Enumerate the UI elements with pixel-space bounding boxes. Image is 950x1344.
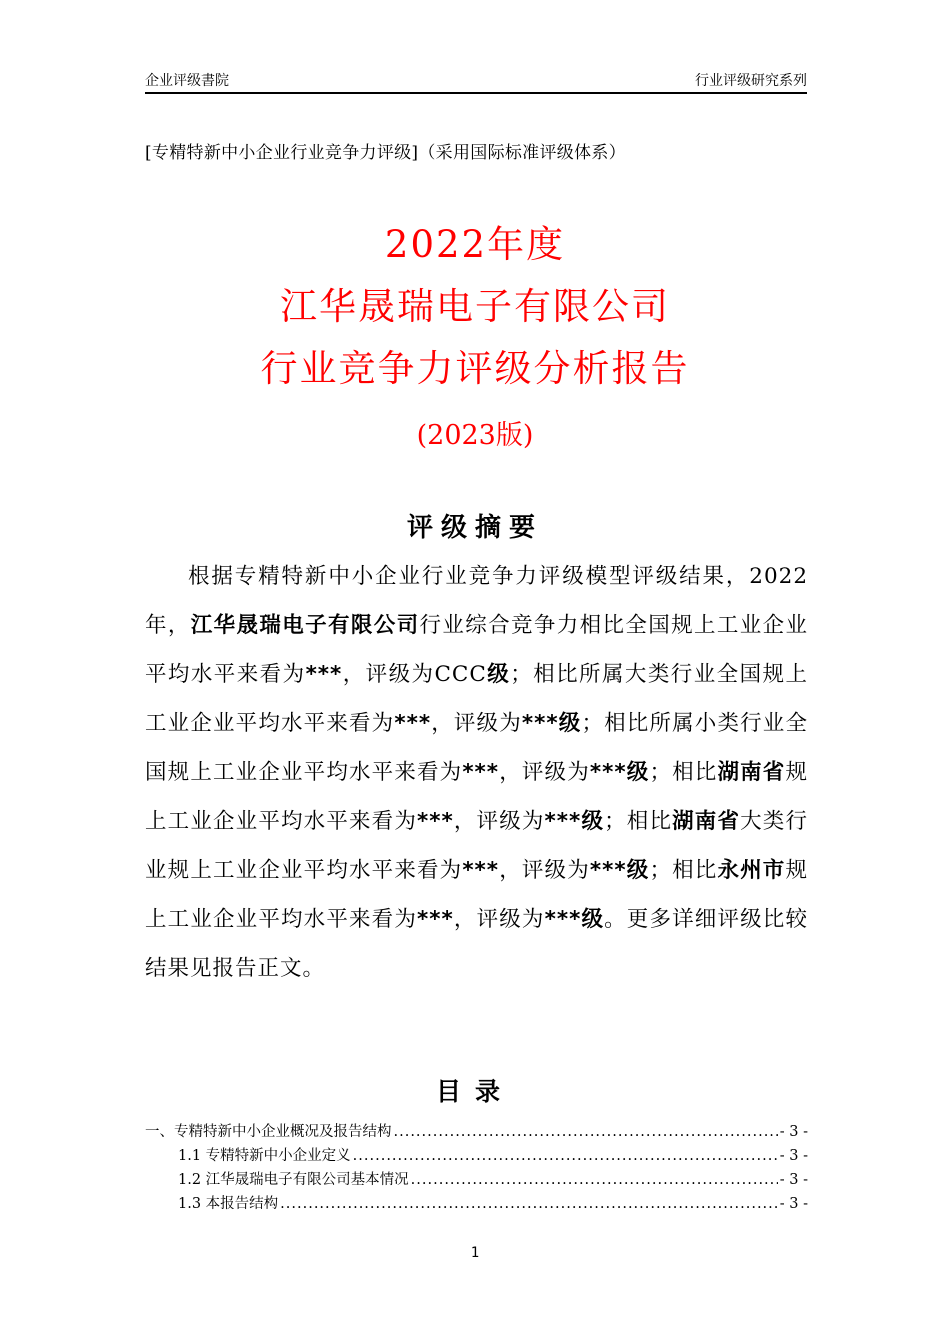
toc-entry-label: 1.1 专精特新中小企业定义 xyxy=(178,1148,351,1164)
report-title xyxy=(0,214,950,462)
summary-emphasis: *** xyxy=(305,662,343,687)
summary-text: ，评级为CCC xyxy=(342,662,487,687)
toc-entry-page: - 3 - xyxy=(779,1148,808,1164)
summary-emphasis: *** xyxy=(394,711,432,736)
summary-text: ，评级为 xyxy=(453,907,545,932)
summary-text: ，评级为 xyxy=(453,809,545,834)
toc-heading: 目录 xyxy=(435,1077,514,1106)
toc-entry[interactable] xyxy=(145,1120,808,1144)
summary-text: ，评级为 xyxy=(499,760,590,785)
summary-text: ；相比 xyxy=(649,858,718,883)
summary-text: 。更多详细评级比较结果见报告正文。 xyxy=(145,907,808,981)
summary-text: 根据专精特新中小企业行业竞争力评级模型评级结果，2022年， xyxy=(145,564,808,638)
summary-text: 行业综合竞争力相比全国规上工业企业平均水平来看为 xyxy=(145,613,808,687)
summary-text: ；相比 xyxy=(649,760,718,785)
summary-emphasis: ***级 xyxy=(544,907,605,932)
header-left-text: 企业评级書院 xyxy=(145,73,229,89)
summary-emphasis: 永州市 xyxy=(717,858,786,883)
summary-emphasis: 湖南省 xyxy=(672,809,741,834)
report-category-subtitle: [专精特新中小企业行业竞争力评级]（采用国际标准评级体系） xyxy=(145,143,626,163)
title-report-name: 行业竞争力评级分析报告 xyxy=(260,347,690,390)
toc-entry-label: 1.2 江华晟瑞电子有限公司基本情况 xyxy=(178,1172,409,1188)
table-of-contents xyxy=(145,1120,808,1216)
summary-text: 规上工业企业平均水平来看为 xyxy=(145,858,808,932)
summary-emphasis: 湖南省 xyxy=(717,760,786,785)
summary-emphasis: ***级 xyxy=(521,711,582,736)
summary-emphasis: ***级 xyxy=(589,760,650,785)
title-year: 2022年度 xyxy=(384,223,566,266)
summary-emphasis: ***级 xyxy=(544,809,605,834)
summary-emphasis: *** xyxy=(462,858,500,883)
toc-entry-label: 一、专精特新中小企业概况及报告结构 xyxy=(145,1124,392,1140)
toc-entry[interactable] xyxy=(145,1144,808,1168)
title-company: 江华晟瑞电子有限公司 xyxy=(280,285,670,328)
toc-entry-label: 1.3 本报告结构 xyxy=(178,1196,279,1212)
title-version: (2023版) xyxy=(416,420,534,451)
summary-text: ；相比 xyxy=(604,809,673,834)
summary-text: ；相比所属小类行业全国规上工业企业平均水平来看为 xyxy=(145,711,808,785)
toc-leader-dots xyxy=(394,1124,778,1140)
summary-emphasis: *** xyxy=(462,760,500,785)
toc-leader-dots xyxy=(280,1196,778,1212)
summary-emphasis: 级 xyxy=(486,662,511,687)
toc-entry[interactable] xyxy=(145,1192,808,1216)
summary-heading: 评级摘要 xyxy=(406,513,543,543)
toc-leader-dots xyxy=(411,1172,778,1188)
toc-entry-page: - 3 - xyxy=(779,1172,808,1188)
page-header xyxy=(145,66,807,94)
summary-text: ；相比所属大类行业全国规上工业企业平均水平来看为 xyxy=(145,662,808,736)
toc-entry-page: - 3 - xyxy=(779,1124,808,1140)
summary-text: 大类行业规上工业企业平均水平来看为 xyxy=(145,809,808,883)
summary-text: ，评级为 xyxy=(431,711,522,736)
summary-emphasis: *** xyxy=(417,907,454,932)
toc-leader-dots xyxy=(353,1148,778,1164)
summary-emphasis: 江华晟瑞电子有限公司 xyxy=(190,613,420,638)
summary-emphasis: *** xyxy=(416,809,454,834)
header-right-text: 行业评级研究系列 xyxy=(695,73,807,89)
summary-paragraph xyxy=(145,552,808,993)
summary-text: 规上工业企业平均水平来看为 xyxy=(145,760,808,834)
summary-emphasis: ***级 xyxy=(589,858,650,883)
toc-entry[interactable] xyxy=(145,1168,808,1192)
toc-entry-page: - 3 - xyxy=(779,1196,808,1212)
summary-text: ，评级为 xyxy=(499,858,590,883)
page-number: 1 xyxy=(470,1245,480,1261)
